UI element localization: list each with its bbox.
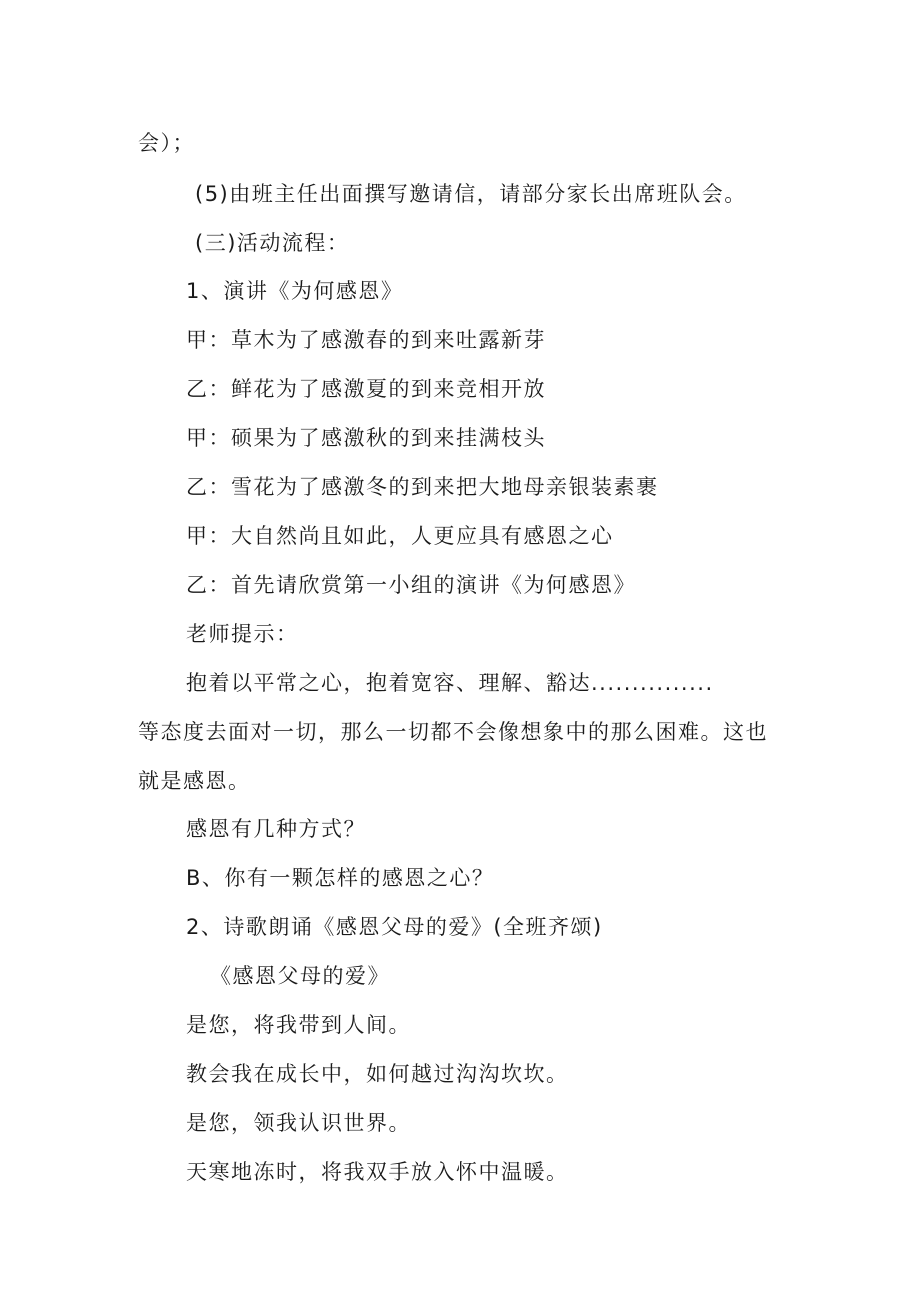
text-line: (5)由班主任出面撰写邀请信，请部分家长出席班队会。 (195, 182, 747, 206)
dialogue-line: 乙：鲜花为了感激夏的到来竞相开放 (186, 377, 546, 401)
poem-title: 《感恩父母的爱》 (210, 964, 390, 988)
dialogue-line: 乙：雪花为了感激冬的到来把大地母亲银装素裹 (186, 475, 659, 499)
text-line: 会）； (138, 131, 195, 155)
poem-line: 是您，领我认识世界。 (186, 1111, 411, 1135)
text-line: 感恩有几种方式？ (186, 817, 366, 841)
text-line: 等态度去面对一切，那么一切都不会像想象中的那么困难。这也 (138, 720, 768, 744)
dialogue-line: 甲：草木为了感激春的到来吐露新芽 (186, 328, 546, 352)
text-line: 老师提示： (186, 622, 299, 646)
poem-line: 天寒地冻时，将我双手放入怀中温暖。 (186, 1160, 569, 1184)
text-line: 就是感恩。 (138, 769, 251, 793)
item-heading: 2、诗歌朗诵《感恩父母的爱》(全班齐颂) (186, 915, 603, 939)
dialogue-line: 甲：硕果为了感激秋的到来挂满枝头 (186, 426, 546, 450)
dialogue-line: 乙：首先请欣赏第一小组的演讲《为何感恩》 (186, 573, 636, 597)
poem-line: 是您，将我带到人间。 (186, 1013, 411, 1037)
poem-line: 教会我在成长中，如何越过沟沟坎坎。 (186, 1062, 569, 1086)
text-line: 抱着以平常之心，抱着宽容、理解、豁达............... (186, 671, 714, 695)
text-line: B、你有一颗怎样的感恩之心？ (186, 866, 495, 890)
dialogue-line: 甲：大自然尚且如此，人更应具有感恩之心 (186, 524, 614, 548)
section-heading: (三)活动流程： (195, 231, 350, 255)
item-heading: 1、演讲《为何感恩》 (186, 279, 404, 303)
